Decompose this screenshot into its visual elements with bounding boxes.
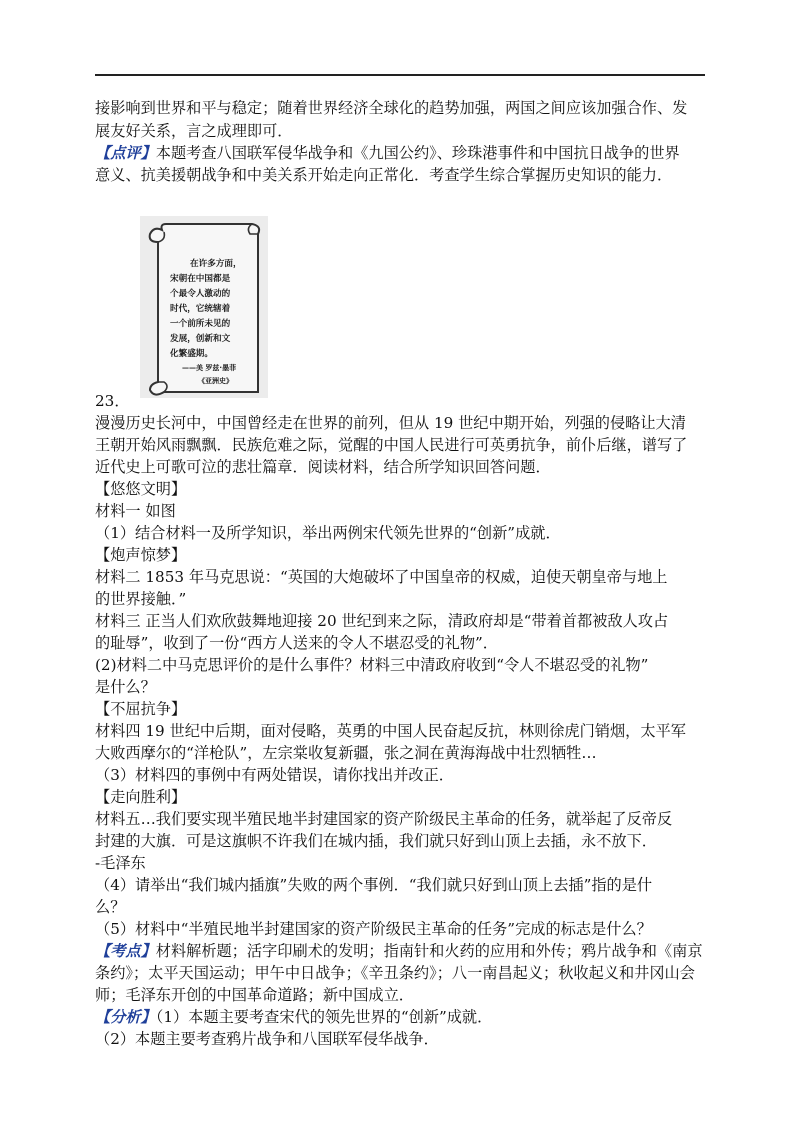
figure-line: 时代，它统辖着 — [170, 304, 231, 314]
question-line: （4）请举出“我们城内插旗”失败的两个事例．“我们就只好到山顶上去插”指的是什 — [95, 876, 653, 894]
text-line: -毛泽东 — [95, 854, 146, 872]
text-line: 师；毛泽东开创的中国革命道路；新中国成立． — [95, 986, 414, 1004]
figure-line: 个最令人激动的 — [170, 289, 231, 299]
section-heading: 【炮声惊梦】 — [95, 546, 187, 564]
question-line: (2)材料二中马克思评价的是什么事件？材料三中清政府收到“令人不堪忍受的礼物” — [95, 656, 649, 674]
text-line: 的世界接触．” — [95, 590, 187, 608]
text-line: 条约》；太平天国运动；甲午中日战争；《辛丑条约》；八一南昌起义；秋收起义和井冈山会 — [95, 964, 695, 982]
text-line: 接影响到世界和平与稳定；随着世界经济全球化的趋势加强，两国之间应该加强合作、发 — [95, 99, 688, 117]
figure-book: 《亚洲史》 — [198, 377, 233, 385]
figure-author: ——美 罗兹·墨菲 — [182, 364, 237, 372]
section-heading: 【不屈抗争】 — [95, 700, 187, 718]
text-line: 材料一 如图 — [95, 502, 176, 520]
text-line: 材料三 正当人们欢欣鼓舞地迎接 20 世纪到来之际，清政府却是“带着首都被敌人攻占 — [95, 612, 669, 630]
question-line: （1）结合材料一及所学知识，举出两例宋代领先世界的“创新”成就． — [95, 524, 561, 542]
scroll-figure — [140, 216, 268, 398]
comment-line — [95, 142, 680, 164]
analysis-tag: 【分析】 — [95, 1008, 156, 1026]
text-line: 的耻辱”，收到了一份“西方人送来的令人不堪忍受的礼物”． — [95, 634, 498, 652]
text-line: 展友好关系，言之成理即可． — [95, 122, 293, 140]
text-line: 意义、抗美援朝战争和中美关系开始走向正常化．考查学生综合掌握历史知识的能力． — [95, 166, 673, 184]
section-heading: 【悠悠文明】 — [95, 480, 187, 498]
keypoint-text: 材料解析题；活字印刷术的发明；指南针和火药的应用和外传；鸦片战争和《南京 — [155, 942, 703, 960]
text-line: （2）本题主要考查鸦片战争和八国联军侵华战争． — [95, 1030, 439, 1048]
figure-line: 化繁盛期。 — [170, 349, 213, 359]
comment-tag: 【点评】 — [95, 144, 156, 162]
section-heading: 【走向胜利】 — [95, 788, 187, 806]
analysis-line — [95, 1006, 492, 1028]
text-line: 材料四 19 世纪中后期，面对侵略，英勇的中国人民奋起反抗，林则徐虎门销烟，太平军 — [95, 722, 686, 740]
text-line: 漫漫历史长河中，中国曾经走在世界的前列，但从 19 世纪中期开始，列强的侵略让大清 — [95, 414, 686, 432]
text-line: 王朝开始风雨飘飘．民族危难之际，觉醒的中国人民进行可英勇抗争，前仆后继，谱写了 — [95, 436, 688, 454]
header-rule — [95, 74, 705, 76]
comment-text: 本题考查八国联军侵华战争和《九国公约》、珍珠港事件和中国抗日战争的世界 — [155, 144, 680, 162]
text-line: 材料二 1853 年马克思说：“英国的大炮破坏了中国皇帝的权威，迫使天朝皇帝与地上 — [95, 568, 668, 586]
question-line: 么？ — [95, 898, 126, 916]
text-line: 封建的大旗．可是这旗帜不许我们在城内插，我们就只好到山顶上去插，永不放下． — [95, 832, 657, 850]
figure-line: 一个前所未见的 — [170, 319, 231, 329]
figure-line: 在许多方面， — [190, 259, 242, 269]
figure-line: 宋朝在中国都是 — [170, 274, 231, 284]
question-number: 23． — [95, 392, 130, 410]
figure-line: 发展，创新和文 — [170, 334, 231, 344]
analysis-text: （1）本题主要考查宋代的领先世界的“创新”成就． — [155, 1008, 493, 1026]
text-line: 近代史上可歌可泣的悲壮篇章．阅读材料，结合所学知识回答问题． — [95, 458, 551, 476]
question-line: （3）材料四的事例中有两处错误，请你找出并改正． — [95, 766, 454, 784]
keypoint-tag: 【考点】 — [95, 942, 156, 960]
keypoint-line — [95, 940, 703, 962]
text-line: 材料五…我们要实现半殖民地半封建国家的资产阶级民主革命的任务，就举起了反帝反 — [95, 810, 673, 828]
text-line: 大败西摩尔的“洋枪队”，左宗棠收复新疆，张之洞在黄海海战中壮烈牺牲… — [95, 744, 597, 762]
question-line: 是什么？ — [95, 678, 156, 696]
question-line: （5）材料中“半殖民地半封建国家的资产阶级民主革命的任务”完成的标志是什么？ — [95, 920, 652, 938]
